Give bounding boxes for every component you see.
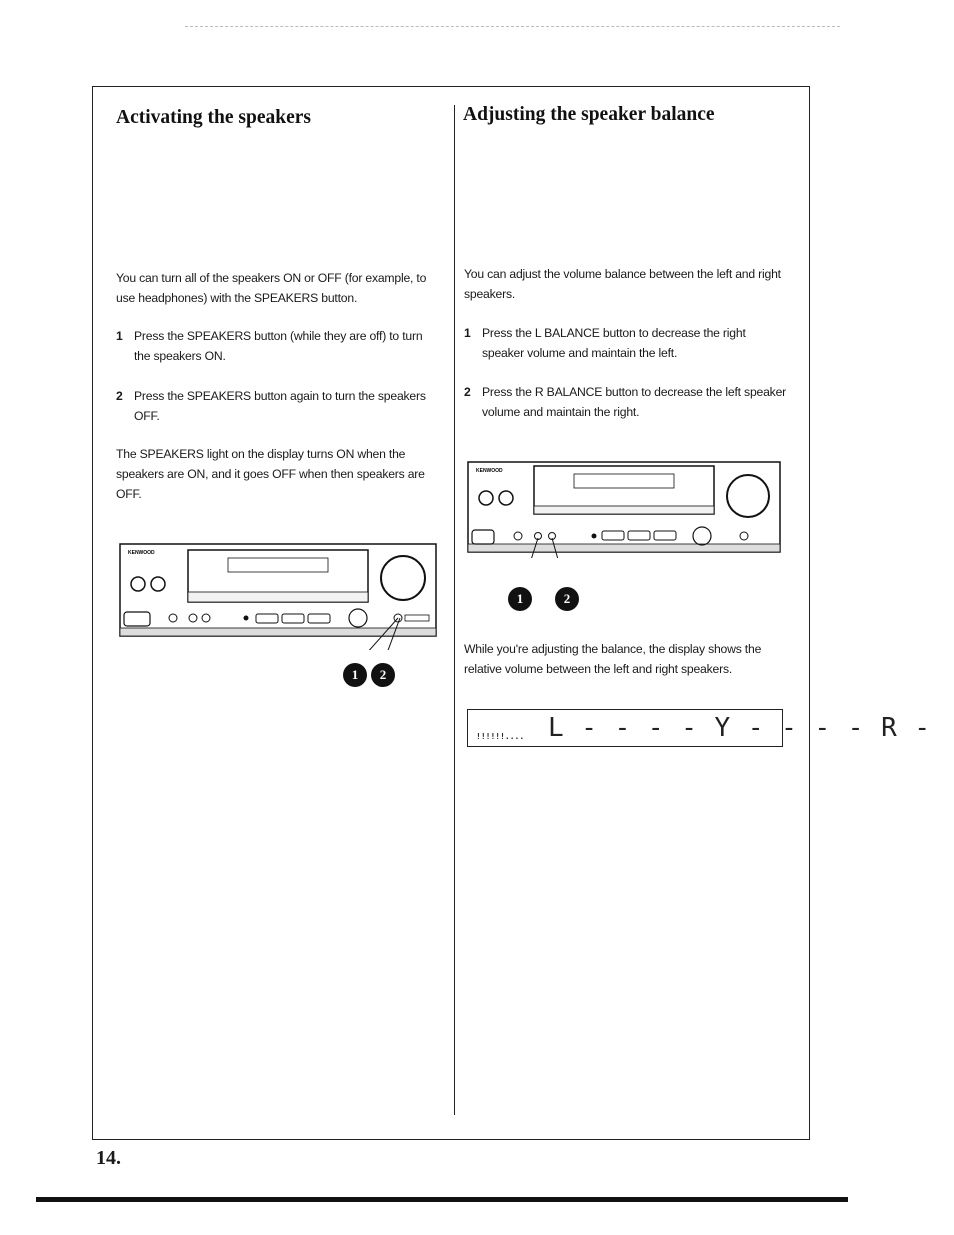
left-step-1 bbox=[116, 326, 438, 366]
brand-label: KENWOOD bbox=[128, 550, 155, 556]
right-heading: Adjusting the speaker balance bbox=[463, 104, 715, 125]
top-dash-line bbox=[185, 26, 840, 27]
right-step-2 bbox=[464, 382, 786, 422]
balance-readout: L - - - - Y - - - - R - bbox=[548, 713, 932, 743]
left-note: The SPEAKERS light on the display turns ON when the speakers are ON, and it goes OFF when then speakers are OFF. bbox=[116, 447, 425, 501]
right-step-1 bbox=[464, 323, 786, 363]
column-divider bbox=[454, 105, 455, 1115]
callout-badge-2: 2 bbox=[371, 663, 395, 687]
left-heading: Activating the speakers bbox=[116, 107, 311, 128]
receiver-illustration-left bbox=[118, 540, 438, 650]
callout-badge-1: 1 bbox=[508, 587, 532, 611]
left-step-2 bbox=[116, 386, 438, 426]
step-number: 1 bbox=[464, 326, 471, 340]
step-number: 2 bbox=[464, 385, 471, 399]
step-text: Press the SPEAKERS button again to turn the speakers OFF. bbox=[134, 389, 426, 423]
footer-rule bbox=[36, 1197, 848, 1202]
balance-display bbox=[467, 709, 932, 747]
step-text: Press the SPEAKERS button (while they are off) to turn the speakers ON. bbox=[134, 329, 423, 363]
step-text: Press the R BALANCE button to decrease the left speaker volume and maintain the right. bbox=[482, 385, 787, 419]
step-number: 2 bbox=[116, 389, 123, 403]
callout-badge-2: 2 bbox=[555, 587, 579, 611]
left-intro: You can turn all of the speakers ON or OFF (for example, to use headphones) with the SPEAKERS button. bbox=[116, 271, 427, 305]
step-number: 1 bbox=[116, 329, 123, 343]
right-intro: You can adjust the volume balance between the left and right speakers. bbox=[464, 267, 781, 301]
receiver-illustration-right bbox=[466, 458, 784, 558]
brand-label: KENWOOD bbox=[476, 468, 503, 474]
callout-badge-1: 1 bbox=[343, 663, 367, 687]
level-bars: !!!!!!.... bbox=[476, 732, 525, 741]
page-number: 14. bbox=[96, 1147, 121, 1169]
right-note: While you're adjusting the balance, the display shows the relative volume between the left and right speakers. bbox=[464, 642, 762, 676]
step-text: Press the L BALANCE button to decrease the right speaker volume and maintain the left. bbox=[482, 326, 746, 360]
